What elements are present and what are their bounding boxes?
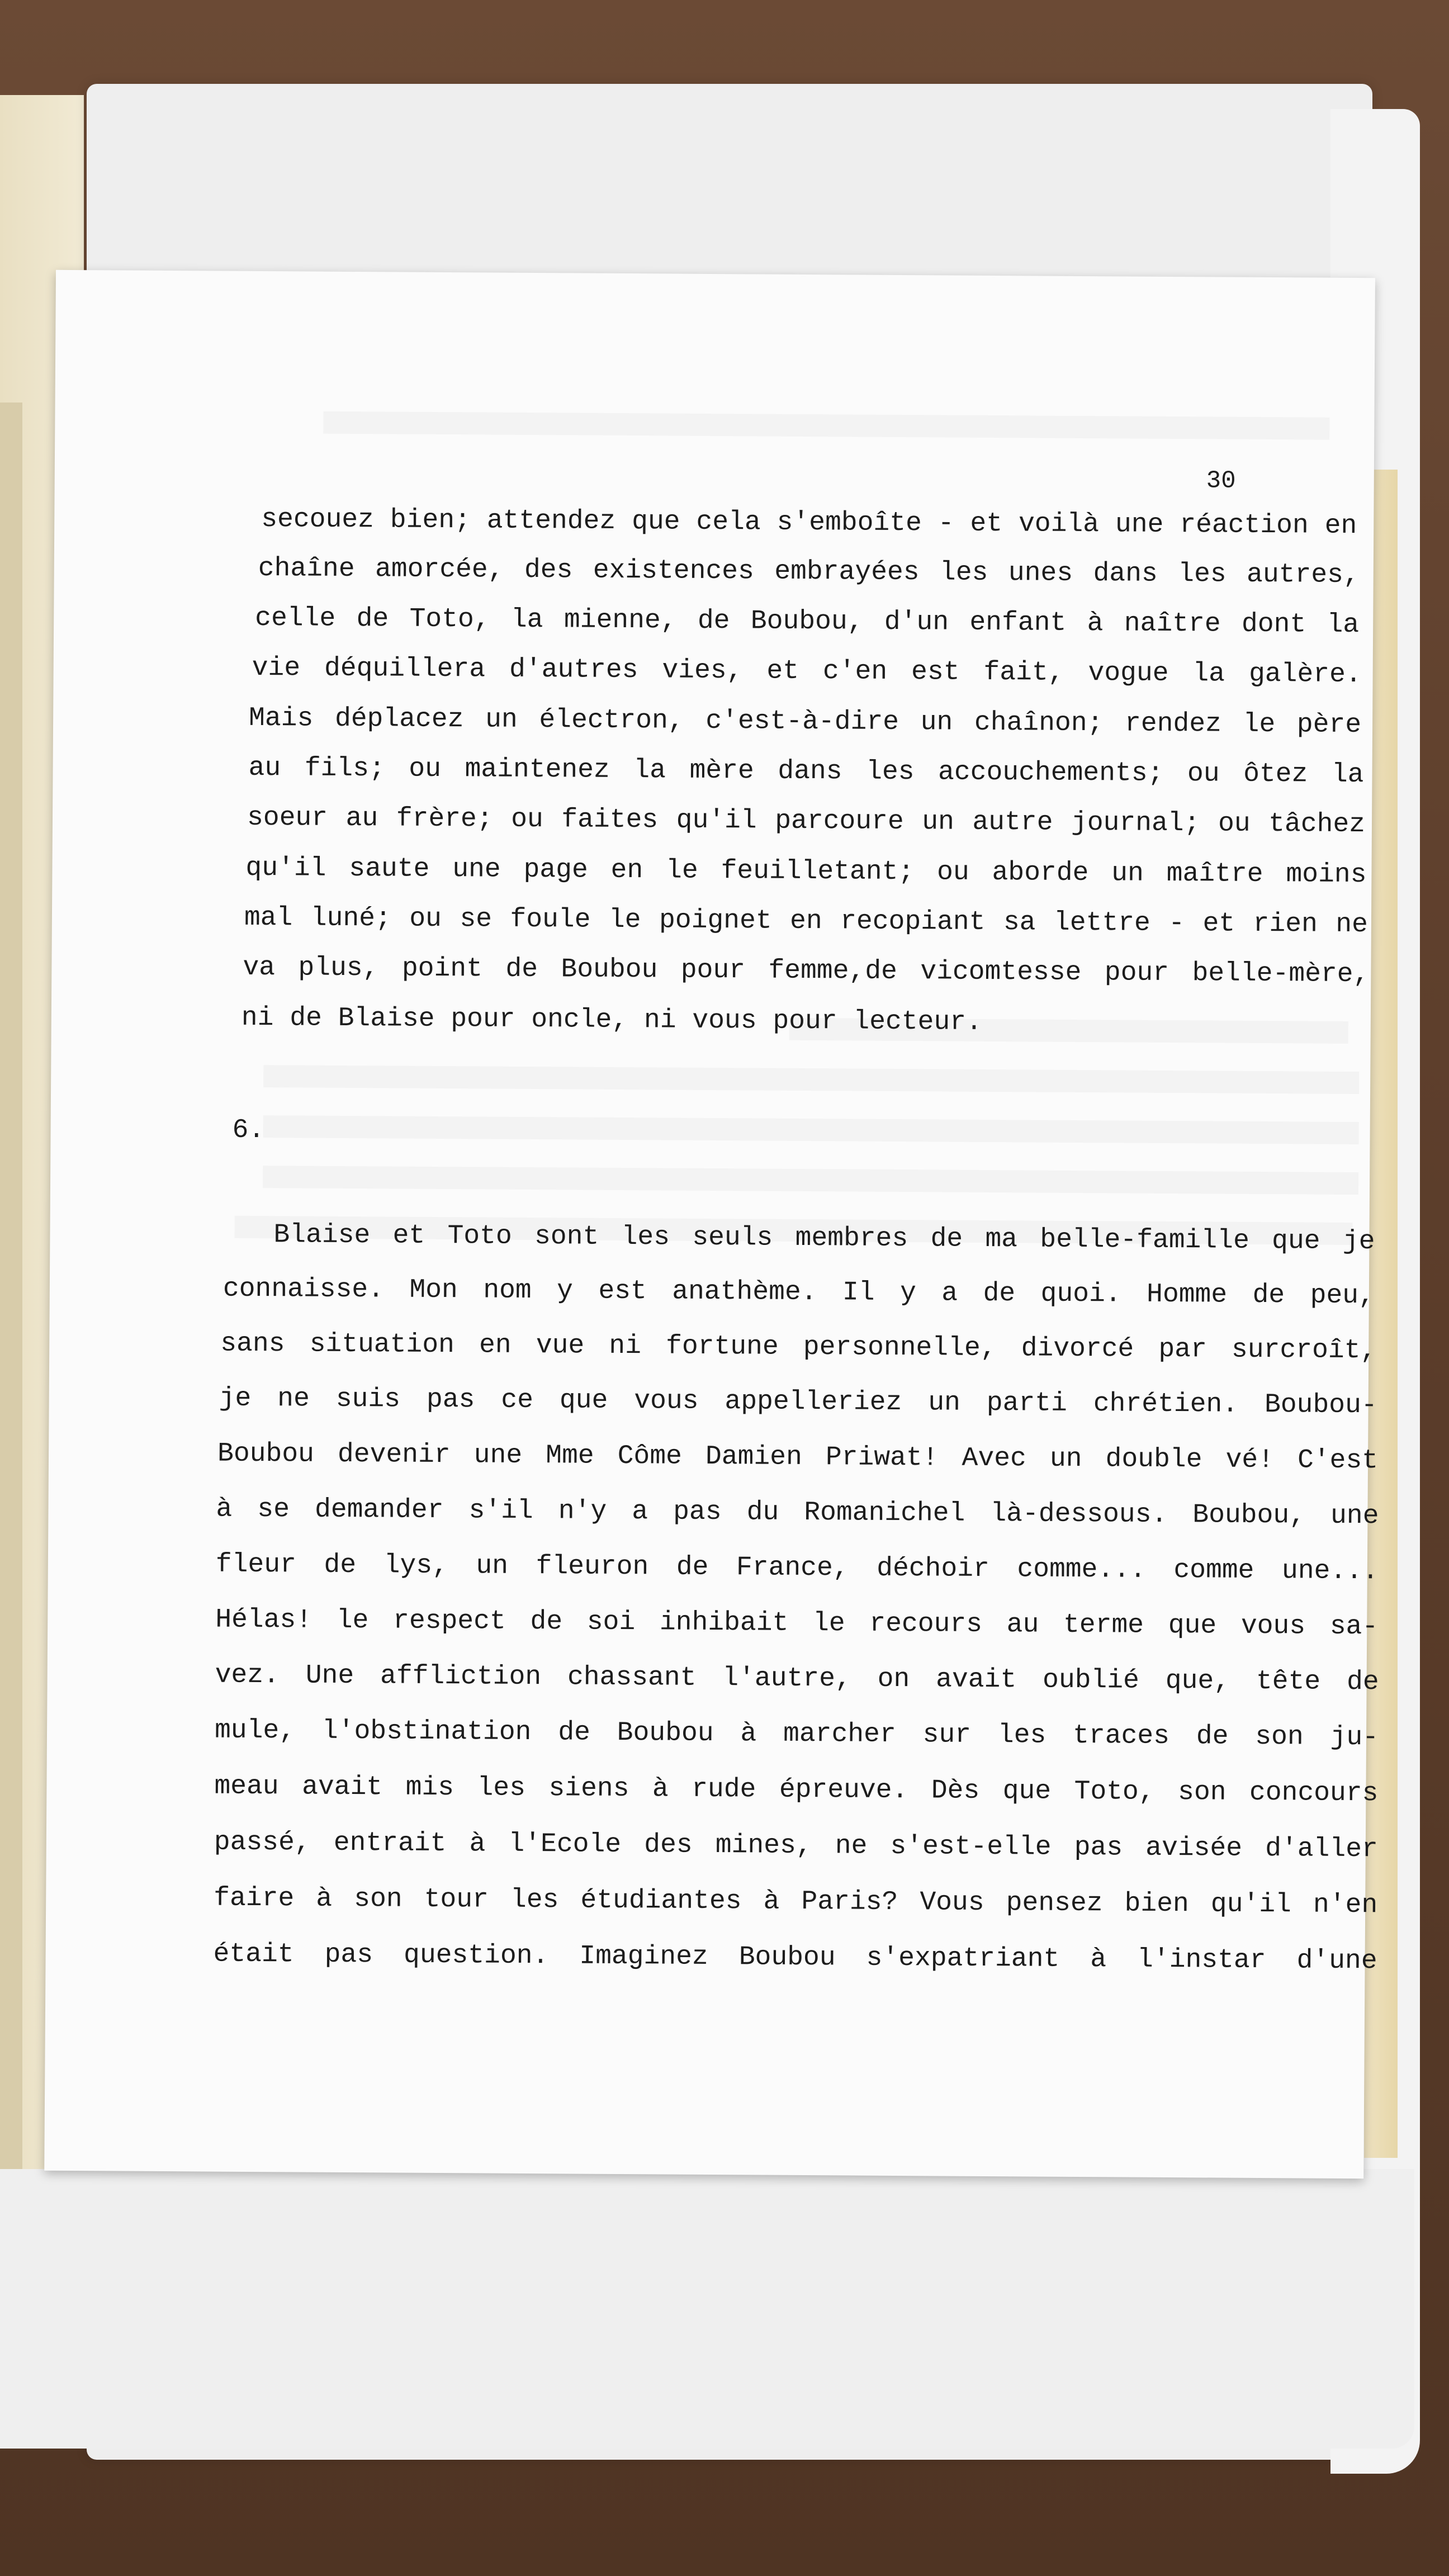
paragraph-2-line-8: Hélas! le respect de soi inhibait le recours au terme que vous sa- — [215, 1604, 1379, 1642]
paragraph-1-line-11: ni de Blaise pour oncle, ni vous pour lecteur. — [241, 1002, 983, 1038]
paragraph-1-line-10: va plus, point de Boubou pour femme,de vicomtesse pour belle-mère, — [243, 952, 1370, 990]
paragraph-1-line-1: secouez bien; attendez que cela s'emboîte - et voilà une réaction en — [261, 504, 1357, 542]
lower-sheet — [0, 2169, 1414, 2449]
show-through-line — [263, 1115, 1359, 1144]
paragraph-1-line-3: celle de Toto, la mienne, de Boubou, d'un enfant à naître dont la — [255, 603, 1360, 641]
paragraph-1-line-6: au fils; ou maintenez la mère dans les accouchements; ou ôtez la — [248, 752, 1364, 790]
paragraph-2-line-13: faire à son tour les étudiantes à Paris? Vous pensez bien qu'il n'en — [214, 1883, 1378, 1921]
paragraph-2-line-14: était pas question. Imaginez Boubou s'expatriant à l'instar d'une — [213, 1939, 1377, 1977]
paragraph-2-line-10: mule, l'obstination de Boubou à marcher sur les traces de son ju- — [214, 1715, 1379, 1753]
paragraph-2-line-11: meau avait mis les siens à rude épreuve. Dès que Toto, son concours — [214, 1771, 1379, 1809]
page-number: 30 — [1206, 467, 1236, 495]
paragraph-2-line-1: Blaise et Toto sont les seuls membres de ma belle-famille que je — [273, 1220, 1375, 1257]
paragraph-1-line-9: mal luné; ou se foule le poignet en recopiant sa lettre - et rien ne — [244, 902, 1368, 940]
show-through-line — [263, 1065, 1359, 1094]
paragraph-1-line-8: qu'il saute une page en le feuilletant; ou aborde un maître moins — [245, 853, 1367, 891]
folder-left-shadow — [0, 402, 22, 2191]
paragraph-2-line-4: je ne suis pas ce que vous appelleriez un parti chrétien. Boubou- — [219, 1383, 1377, 1421]
section-number: 6. — [232, 1115, 265, 1146]
show-through-line — [263, 1166, 1358, 1195]
paragraph-2-line-9: vez. Une affliction chassant l'autre, on avait oublié que, tête de — [215, 1660, 1379, 1698]
paragraph-1-line-2: chaîne amorcée, des existences embrayées les unes dans les autres, — [258, 553, 1360, 591]
paragraph-2-line-3: sans situation en vue ni fortune personnelle, divorcé par surcroît, — [220, 1328, 1377, 1366]
paragraph-1-line-7: soeur au frère; ou faites qu'il parcoure un autre journal; ou tâchez — [247, 802, 1366, 840]
paragraph-2-line-5: Boubou devenir une Mme Côme Damien Priwat! Avec un double vé! C'est — [217, 1438, 1379, 1476]
paragraph-2-line-12: passé, entrait à l'Ecole des mines, ne s'est-elle pas avisée d'aller — [214, 1827, 1378, 1865]
paragraph-2-line-7: fleur de lys, un fleuron de France, déchoir comme... comme une... — [215, 1549, 1379, 1587]
paragraph-2-line-6: à se demander s'il n'y a pas du Romanichel là-dessous. Boubou, une — [216, 1494, 1379, 1532]
paragraph-2-line-2: connaisse. Mon nom y est anathème. Il y a de quoi. Homme de peu, — [222, 1273, 1375, 1311]
show-through-line — [323, 411, 1329, 440]
paragraph-1-line-4: vie déquillera d'autres vies, et c'en est fait, vogue la galère. — [252, 652, 1362, 690]
typed-page — [44, 270, 1379, 2179]
paragraph-1-line-5: Mais déplacez un électron, c'est-à-dire un chaînon; rendez le père — [248, 703, 1362, 741]
